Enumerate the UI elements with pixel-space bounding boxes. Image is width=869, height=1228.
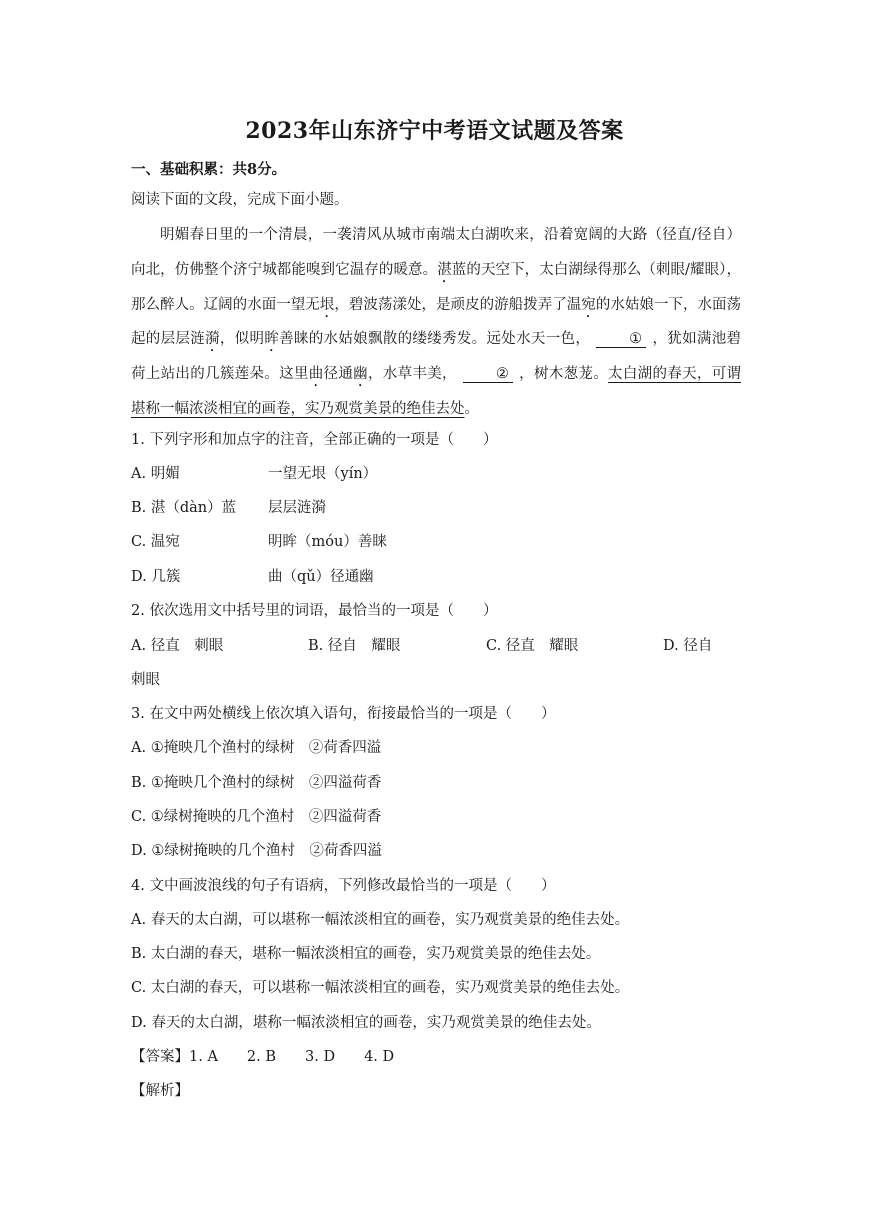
passage-text: 明媚春日里的一个清晨，一袭清风从城市南端太白湖吹来，沿着宽阔的大路（径直/径自）向北，仿佛整个济宁城都能嗅到它温存的暖意。: [131, 227, 741, 278]
q2-option-b: B. 径自 耀眼: [308, 638, 401, 654]
page-title: 2023年山东济宁中考语文试题及答案: [245, 118, 624, 144]
q1-option-c: C. 温宛: [131, 534, 180, 550]
blank-1: ①: [596, 331, 646, 348]
question-1-stem: 1. 下列字形和加点字的注音，全部正确的一项是（ ）: [131, 432, 498, 448]
q4-option-a: A. 春天的太白湖，可以堪称一幅浓淡相宜的画卷，实乃观赏美景的绝佳去处。: [131, 912, 630, 928]
dotted-char: 幽: [353, 366, 368, 383]
q3-option-b: B. ①掩映几个渔村的绿树 ②四溢荷香: [131, 775, 382, 791]
reading-passage: [131, 218, 741, 427]
dotted-char: 垠: [319, 296, 335, 313]
q3-option-a: A. ①掩映几个渔村的绿树 ②荷香四溢: [131, 740, 382, 756]
q1-option-a-b: 一望无垠（yín）: [268, 466, 378, 482]
passage-text: ，树木葱茏。: [518, 366, 609, 383]
passage-text: ，犹如满池碧荷上站出的几簇莲朵。这里: [131, 331, 742, 383]
passage-text: 的水姑娘一下，水面荡起的层层涟: [131, 296, 742, 348]
dotted-char: 宛: [581, 296, 596, 313]
q4-option-b: B. 太白湖的春天，堪称一幅浓淡相宜的画卷，实乃观赏美景的绝佳去处。: [131, 946, 601, 962]
q4-option-c: C. 太白湖的春天，可以堪称一幅浓淡相宜的画卷，实乃观赏美景的绝佳去处。: [131, 980, 630, 996]
q2-option-d-continued: 刺眼: [131, 672, 160, 688]
q1-option-d-b: 曲（qǔ）径通幽: [268, 569, 374, 585]
passage-text: 善睐的水姑娘飘散的缕缕秀发。远处水天一色，: [279, 331, 591, 348]
blank-2: ②: [463, 366, 513, 383]
question-3-stem: 3. 在文中两处横线上依次填入语句，衔接最恰当的一项是（ ）: [131, 706, 556, 722]
q3-option-c: C. ①绿树掩映的几个渔村 ②四溢荷香: [131, 809, 382, 825]
q1-option-d: D. 几簇: [131, 569, 181, 585]
passage-text: 径通: [323, 366, 354, 383]
passage-text: ，水草丰美，: [367, 366, 457, 383]
dotted-char: 漪: [205, 331, 220, 348]
q1-option-b: B. 湛（dàn）蓝: [131, 500, 237, 516]
question-4-stem: 4. 文中画波浪线的句子有语病，下列修改最恰当的一项是（ ）: [131, 878, 556, 894]
wavy-underlined-sentence: 太白湖的春天，可谓堪称一幅浓淡相宜的画卷，实乃观赏美景的绝佳去处: [131, 366, 742, 417]
answer-line: 【答案】1. A 2. B 3. D 4. D: [131, 1049, 395, 1065]
q3-option-d: D. ①绿树掩映的几个渔村 ②荷香四溢: [131, 843, 382, 859]
q2-option-a: A. 径直 刺眼: [131, 638, 224, 654]
passage-text: 。: [464, 400, 479, 417]
q2-option-c: C. 径直 耀眼: [486, 638, 579, 654]
passage-text: ，碧波荡漾处，是顽皮的游船拨弄了温: [334, 296, 582, 313]
question-2-stem: 2. 依次选用文中括号里的词语，最恰当的一项是（ ）: [131, 603, 498, 619]
passage-text: ，似明: [219, 331, 265, 348]
dotted-char: 曲: [308, 366, 324, 383]
q1-option-a: A. 明媚: [131, 466, 180, 482]
section-heading: 一、基础积累：共8分。: [131, 161, 287, 178]
q1-option-b-b: 层层涟漪: [268, 500, 326, 516]
q4-option-d: D. 春天的太白湖，堪称一幅浓淡相宜的画卷，实乃观赏美景的绝佳去处。: [131, 1015, 601, 1031]
instruction-text: 阅读下面的文段，完成下面小题。: [131, 192, 349, 208]
q2-option-d: D. 径自: [663, 638, 713, 654]
dotted-char: 眸: [264, 331, 280, 348]
q1-option-c-b: 明眸（móu）善睐: [268, 534, 387, 550]
analysis-heading: 【解析】: [131, 1083, 189, 1099]
dotted-char: 湛: [437, 261, 452, 278]
passage-text: 蓝的天空下，太白湖绿得那么（刺眼/耀眼），那么醉人。辽阔的水面一望无: [131, 261, 742, 313]
